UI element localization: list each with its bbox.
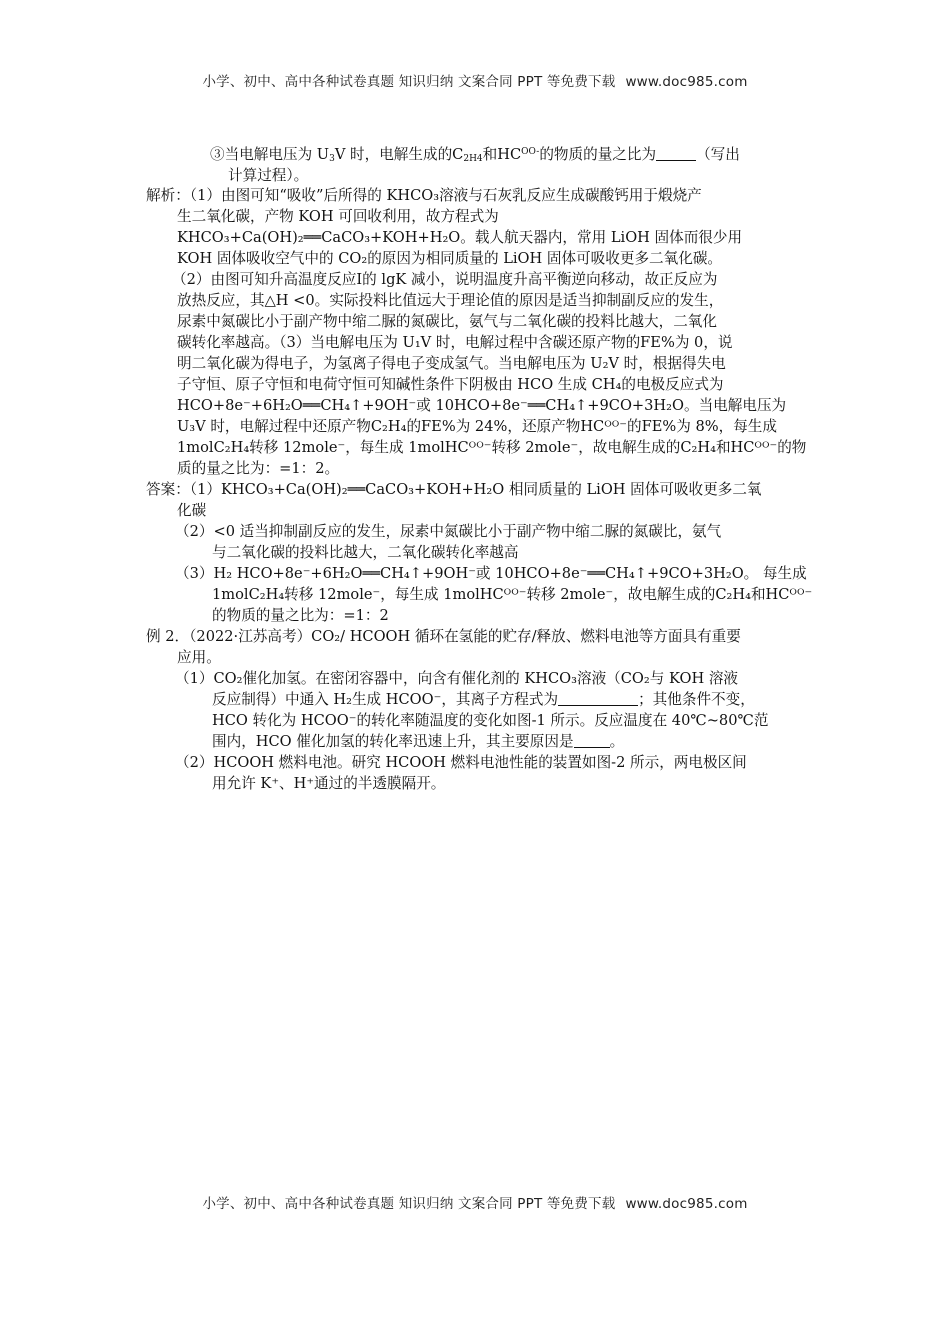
answer-line-2: （2）<0 适当抑制副反应的发生，尿素中氮碳比小于副产物中缩二脲的氮碳比，氨气 (175, 523, 722, 540)
analysis-label: 解析： (146, 187, 190, 204)
analysis-line-10: 子守恒、原子守恒和电荷守恒可知碱性条件下阴极由 HCO 生成 CH₄的电极反应式为 (177, 376, 724, 393)
ion-equation-blank[interactable] (558, 691, 638, 706)
analysis-line-4: KOH 固体吸收空气中的 CO₂的原因为相同质量的 LiOH 固体可吸收更多二氧化碳。 (177, 250, 723, 267)
example-2-line-2: 应用。 (177, 649, 221, 666)
example-2-part-1-line-1: （1）CO₂催化加氢。在密闭容器中，向含有催化剂的 KHCO₃溶液（CO₂与 KOH 溶液 (175, 670, 739, 687)
analysis-line-11: HCO+8e⁻+6H₂O══CH₄↑+9OH⁻或 10HCO+8e⁻══CH₄↑+9CO+3H₂O。当电解电压为 (177, 397, 787, 414)
question-3-line-1: ③当电解电压为 $U_3V$ 时，电解生成的$C_{2H4}$和$HC^{OO-}$的物质的量之比为 （写出 (210, 146, 740, 164)
example-2-part-2-line-1: （2）HCOOH 燃料电池。研究 HCOOH 燃料电池性能的装置如图-2 所示，两电极区间 (175, 754, 747, 771)
page-header (0, 70, 950, 90)
answer-line-3: （3）H₂ HCO+8e⁻+6H₂O══CH₄↑+9OH⁻或 10HCO+8e⁻══CH₄↑+9CO+3H₂O。 每生成 (175, 565, 807, 582)
example-2-part-1-line-2: 反应制得）中通入 H₂生成 HCOO⁻，其离子方程式为 ；其他条件不变， (212, 691, 755, 708)
answer-blank[interactable] (656, 146, 696, 161)
header-url[interactable]: www.doc985.com (625, 74, 748, 90)
analysis-line-5: （2）由图可知升高温度反应Ⅰ的 lgK 减小，说明温度升高平衡逆向移动，故正反应为 (172, 271, 718, 288)
page-footer (0, 1192, 950, 1212)
example-2-part-1-line-3: HCO 转化为 HCOO⁻的转化率随温度的变化如图-1 所示。反应温度在 40℃~80℃范 (212, 712, 769, 729)
answer-line-1: 答案：（1）KHCO₃+Ca(OH)₂══CaCO₃+KOH+H₂O 相同质量的 LiOH 固体可吸收更多二氧 (146, 481, 762, 498)
answer-line-2b: 与二氧化碳的投料比越大，二氧化碳转化率越高 (212, 544, 519, 561)
footer-text: 小学、初中、高中各种试卷真题 知识归纳 文案合同 PPT 等免费下载 (202, 1196, 616, 1212)
footer-url[interactable]: www.doc985.com (625, 1196, 748, 1212)
analysis-line-2: 生二氧化碳，产物 KOH 可回收利用，故方程式为 (177, 208, 499, 225)
analysis-line-8: 碳转化率越高。（3）当电解电压为 U₁V 时，电解过程中含碳还原产物的FE%为 0，说 (177, 334, 733, 351)
answer-line-1b: 化碳 (177, 502, 207, 519)
answer-label: 答案： (146, 481, 190, 498)
analysis-line-7: 尿素中氮碳比小于副产物中缩二脲的氮碳比，氨气与二氧化碳的投料比越大，二氧化 (177, 313, 717, 330)
analysis-line-3: KHCO₃+Ca(OH)₂══CaCO₃+KOH+H₂O。载人航天器内，常用 LiOH 固体而很少用 (177, 229, 743, 246)
example-2-part-2-line-2: 用允许 K⁺、H⁺通过的半透膜隔开。 (212, 775, 446, 792)
answer-line-3b: 1molC₂H₄转移 12mole⁻，每生成 1molHCᴼᴼ⁻转移 2mole⁻，故电解生成的C₂H₄和HCᴼᴼ⁻ (212, 586, 813, 603)
example-2-line-1: 例 2．（2022·江苏高考）CO₂/ HCOOH 循环在氢能的贮存/释放、燃料电池等方面具有重要 (146, 628, 741, 645)
example-2-part-1-line-4: 围内，HCO 催化加氢的转化率迅速上升，其主要原因是 。 (212, 733, 625, 750)
question-3-line-2: 计算过程）。 (228, 167, 309, 184)
example-2-label: 例 2． (146, 628, 190, 645)
analysis-line-6: 放热反应，其△H <0。实际投料比值远大于理论值的原因是适当抑制副反应的发生， (177, 292, 724, 309)
answer-line-3c: 的物质的量之比为：=1：2 (212, 607, 389, 624)
reason-blank[interactable] (574, 733, 610, 748)
analysis-line-12: U₃V 时，电解过程中还原产物C₂H₄的FE%为 24%，还原产物HCᴼᴼ⁻的FE%为 8%，每生成 (177, 418, 777, 435)
analysis-line-14: 质的量之比为：=1：2。 (177, 460, 340, 477)
header-text: 小学、初中、高中各种试卷真题 知识归纳 文案合同 PPT 等免费下载 (202, 74, 616, 90)
analysis-line-13: 1molC₂H₄转移 12mole⁻，每生成 1molHCᴼᴼ⁻转移 2mole⁻，故电解生成的C₂H₄和HCᴼᴼ⁻的物 (177, 439, 807, 456)
analysis-line-1: 解析：（1）由图可知“吸收”后所得的 KHCO₃溶液与石灰乳反应生成碳酸钙用于煅烧产 (146, 187, 702, 204)
analysis-line-9: 明二氧化碳为得电子，为氢离子得电子变成氢气。当电解电压为 U₂V 时，根据得失电 (177, 355, 726, 372)
